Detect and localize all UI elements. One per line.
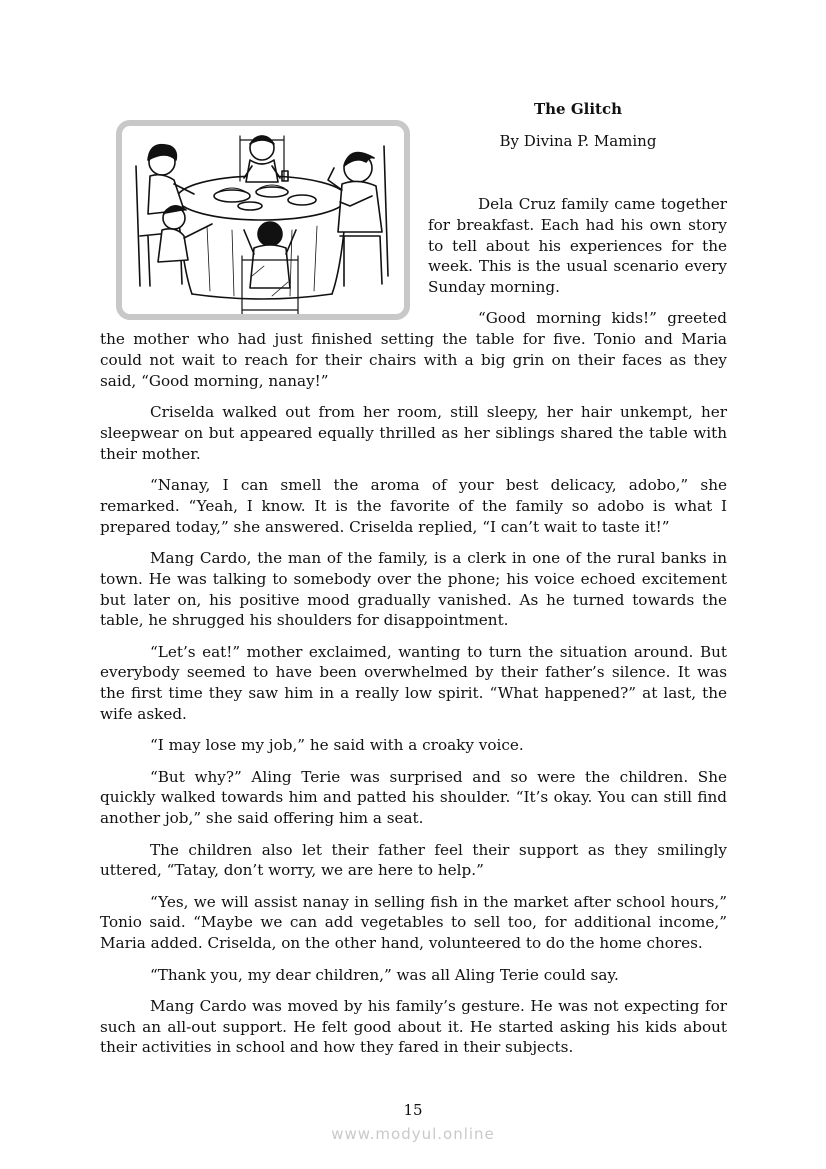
story-author: By Divina P. Maming [499, 132, 657, 150]
story-paragraph: The children also let their father feel their support as they smilingly uttered, “Tatay, don’t worry, we are here to help.” [100, 840, 727, 880]
story-paragraph: “I may lose my job,” he said with a croaky voice. [150, 736, 524, 755]
story-paragraph: “Yes, we will assist nanay in selling fish in the market after school hours,” Tonio said. “Maybe we can add vegetables to sell too, for additional income,” Maria added. Criselda, on the other hand, volunteered to do the home chores. [100, 892, 727, 953]
watermark: www.modyul.online [331, 1125, 495, 1143]
story-paragraph: “Nanay, I can smell the aroma of your best delicacy, adobo,” she remarked. “Yeah, I know. It is the favorite of the family so adobo is what I prepared today,” she answered. Criselda replied, “I can’t wait to taste it!” [100, 476, 727, 536]
story-paragraph: “But why?” Aling Terie was surprised and so were the children. She quickly walked towards him and patted his shoulder. “It’s okay. You can still find another job,” she said offering him a seat. [100, 767, 727, 828]
story-body [100, 194, 727, 1069]
story-paragraph: “Let’s eat!” mother exclaimed, wanting to turn the situation around. But everybody seemed to have been overwhelmed by their father’s silence. It was the first time they saw him in a really low spirit. “What happened?” at last, the wife asked. [100, 642, 727, 724]
story-paragraph: Mang Cardo was moved by his family’s gesture. He was not expecting for such an all-out support. He felt good about it. He started asking his kids about their activities in school and how they fared in their subjects. [100, 996, 727, 1057]
story-paragraph: Dela Cruz family came together for breakfast. Each had his own story to tell about his experiences for the week. This is the usual scenario every Sunday morning. [428, 195, 727, 297]
illustration-spacer [100, 194, 428, 318]
story-paragraph: “Thank you, my dear children,” was all Aling Terie could say. [150, 965, 619, 984]
page-number: 15 [403, 1101, 423, 1119]
story-paragraph: Criselda walked out from her room, still sleepy, her hair unkempt, her sleepwear on but appeared equally thrilled as her siblings shared the table with their mother. [100, 403, 727, 463]
story-title: The Glitch [533, 100, 622, 118]
story-paragraph: Mang Cardo, the man of the family, is a clerk in one of the rural banks in town. He was talking to somebody over the phone; his voice echoed excitement but later on, his positive mood gradually vanished. As he turned towards the table, he shrugged his shoulders for disappointment. [100, 548, 727, 630]
story-paragraph: “Good morning kids!” greeted the mother who had just finished setting the table for five. Tonio and Maria could not wait to reach for their chairs with a big grin on their faces as they said, “Good morning, nanay!” [100, 309, 727, 390]
